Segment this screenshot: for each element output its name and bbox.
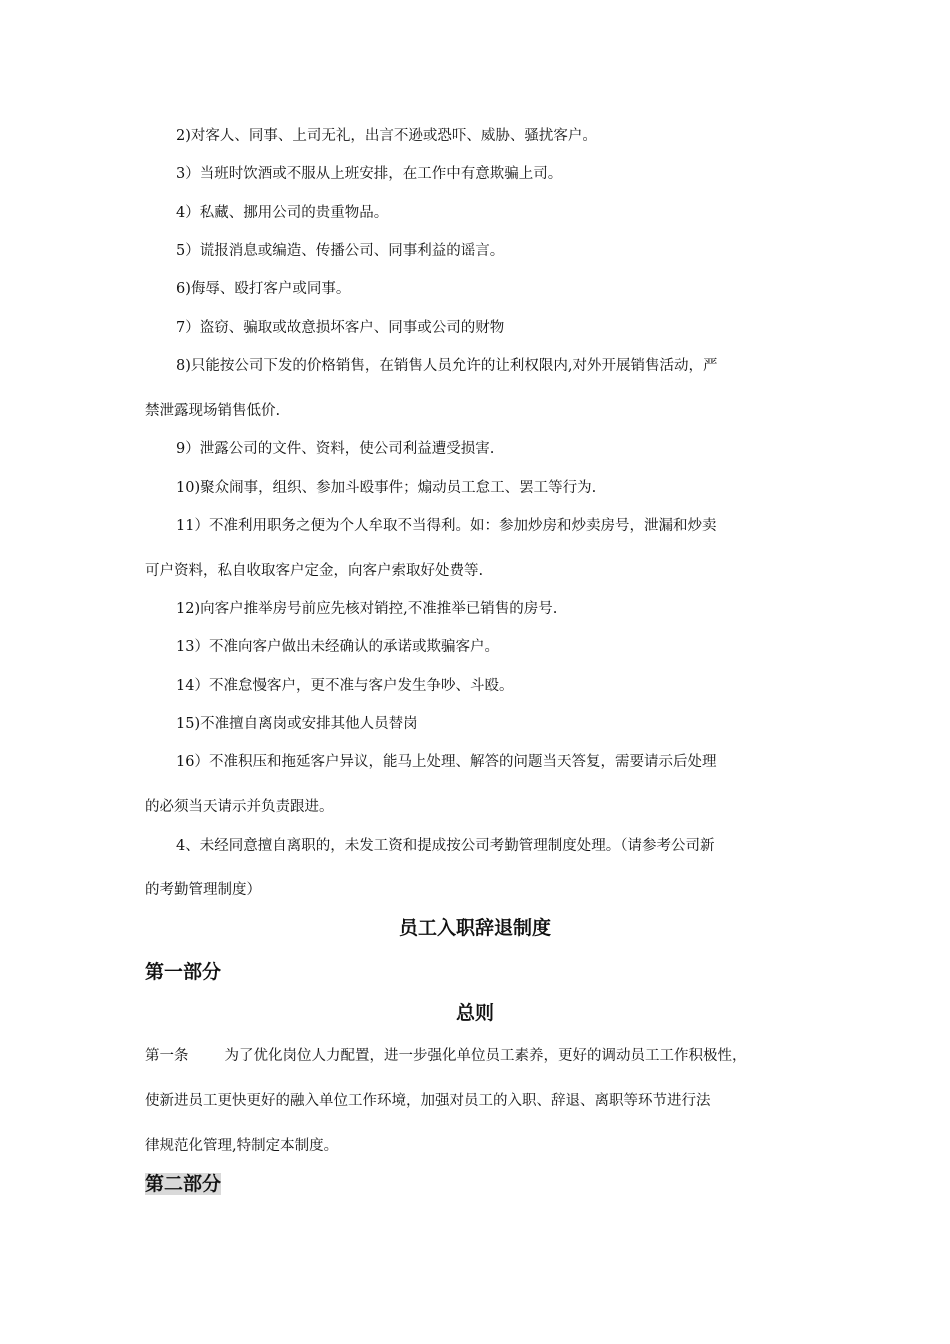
document-title: 员工入职辞退制度 <box>398 917 551 939</box>
part-two-heading <box>145 1172 221 1196</box>
rule-13: 13）不准向客户做出未经确认的承诺或欺骗客户。 <box>176 639 499 655</box>
article-1-line-3: 律规范化管理,特制定本制度。 <box>145 1138 339 1154</box>
rule-4: 4）私藏、挪用公司的贵重物品。 <box>176 205 389 221</box>
rule-10: 10)聚众闹事，组织、参加斗殴事件；煽动员工怠工、罢工等行为. <box>176 480 597 496</box>
rule-15: 15)不准擅自离岗或安排其他人员替岗 <box>176 716 418 732</box>
rule-6: 6)侮辱、殴打客户或同事。 <box>176 281 351 297</box>
rule-11-continued: 可户资料，私自收取客户定金，向客户索取好处费等. <box>145 563 484 579</box>
rule-14: 14）不准怠慢客户，更不准与客户发生争吵、斗殴。 <box>176 678 514 694</box>
general-provisions-heading: 总则 <box>455 1002 494 1024</box>
rule-9: 9）泄露公司的文件、资料，使公司利益遭受损害. <box>176 441 495 457</box>
rule-12: 12)向客户推举房号前应先核对销控,不准推举已销售的房号. <box>176 601 558 617</box>
article-1-line-1 <box>145 1046 747 1066</box>
clause-4: 4、未经同意擅自离职的，未发工资和提成按公司考勤管理制度处理。（请参考公司新 <box>176 838 715 854</box>
article-1-label: 第一条 <box>145 1048 189 1064</box>
article-1-text: 为了优化岗位人力配置，进一步强化单位员工素养，更好的调动员工工作积极性， <box>224 1048 747 1064</box>
rule-3: 3）当班时饮酒或不服从上班安排，在工作中有意欺骗上司。 <box>176 166 563 182</box>
part-one-heading: 第一部分 <box>145 961 222 983</box>
rule-7: 7）盗窃、骗取或故意损坏客户、同事或公司的财物 <box>176 320 505 336</box>
rule-5: 5）谎报消息或编造、传播公司、同事利益的谣言。 <box>176 243 505 259</box>
article-1-line-2: 使新进员工更快更好的融入单位工作环境，加强对员工的入职、辞退、离职等环节进行法 <box>145 1093 711 1109</box>
rule-16-continued: 的必须当天请示并负责跟进。 <box>145 799 334 815</box>
rule-11: 11）不准利用职务之便为个人牟取不当得利。如：参加炒房和炒卖房号，泄漏和炒卖 <box>176 518 717 534</box>
rule-8: 8)只能按公司下发的价格销售，在销售人员允许的让利权限内,对外开展销售活动，严 <box>176 358 718 374</box>
rule-2: 2)对客人、同事、上司无礼，出言不逊或恐吓、威胁、骚扰客户。 <box>176 128 597 144</box>
clause-4-continued: 的考勤管理制度） <box>145 882 261 898</box>
part-two-highlight: 第二部分 <box>145 1173 222 1195</box>
rule-8-continued: 禁泄露现场销售低价. <box>145 403 281 419</box>
rule-16: 16）不准积压和拖延客户异议，能马上处理、解答的问题当天答复，需要请示后处理 <box>176 754 717 770</box>
